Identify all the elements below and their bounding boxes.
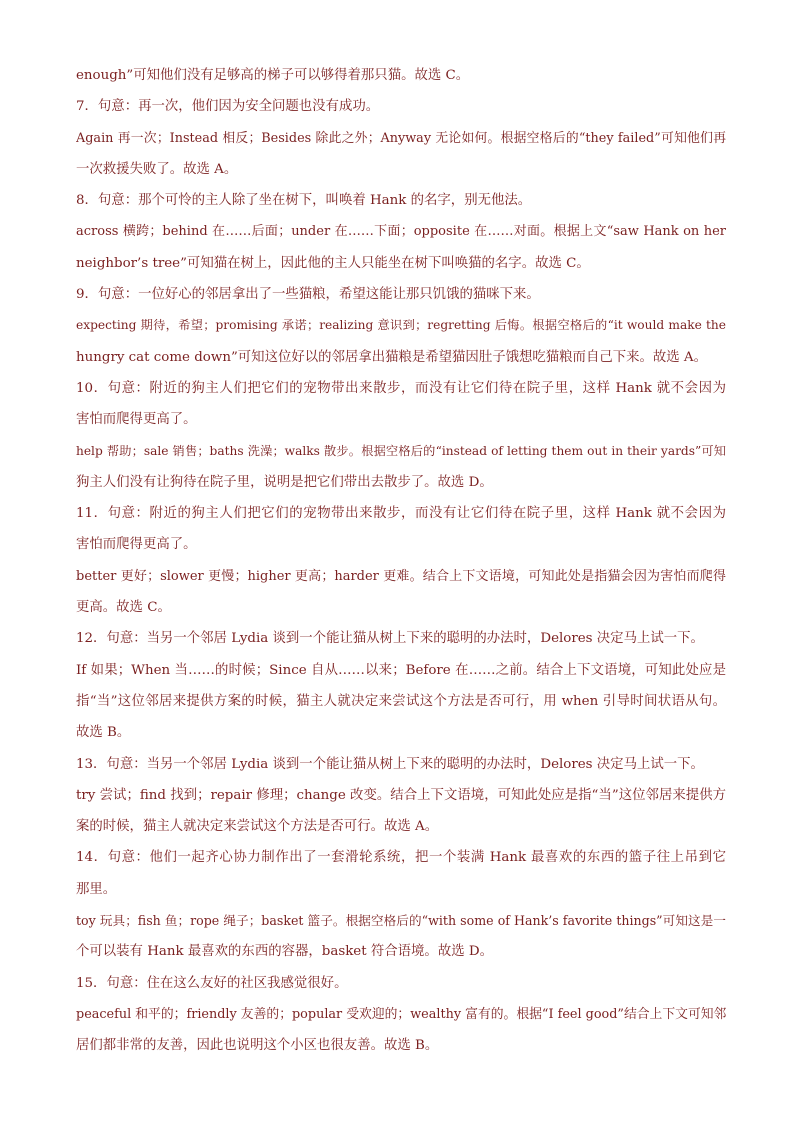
item-15	[76, 968, 726, 1062]
item-line: 更高。故选 C。	[76, 600, 171, 616]
item-line: try 尝试；find 找到；repair 修理；change 改变。结合上下文语境，可知此处应是指“当”这位邻居来提供方	[76, 787, 726, 803]
item-title: 14．句意：他们一起齐心协力制作出了一套滑轮系统，把一个装满 Hank 最喜欢的东西的篮子往上吊到它	[76, 850, 726, 866]
item-title-cont: 害怕而爬得更高了。	[76, 537, 197, 553]
item-line: hungry cat come down”可知这位好以的邻居拿出猫粮是希望猫因肚子饿想吃猫粮而自己下来。故选 A。	[76, 349, 707, 365]
item-line: 指“当”这位邻居来提供方案的时候，猫主人就决定来尝试这个方法是否可行，用 when 引导时间状语从句。	[76, 693, 726, 709]
item-12	[76, 623, 726, 748]
item-line: 一次救援失败了。故选 A。	[76, 161, 238, 177]
item-line: peaceful 和平的；friendly 友善的；popular 受欢迎的；wealthy 富有的。根据“I feel good”结合上下文可知邻	[76, 1006, 726, 1022]
item-10	[76, 373, 726, 498]
item-title-cont: 那里。	[76, 881, 117, 897]
item-title: 7．句意：再一次，他们因为安全问题也没有成功。	[76, 99, 380, 115]
intro-line: enough”可知他们没有足够高的梯子可以够得着那只猫。故选 C。	[76, 68, 470, 83]
item-line: across 横跨；behind 在……后面；under 在……下面；opposite 在……对面。根据上文“saw Hank on her	[76, 224, 726, 240]
item-13	[76, 749, 726, 843]
item-title: 11．句意：附近的狗主人们把它们的宠物带出来散步，而没有让它们待在院子里，这样 Hank 就不会因为	[76, 506, 726, 522]
item-11	[76, 498, 726, 623]
item-title: 8．句意：那个可怜的主人除了坐在树下，叫唤着 Hank 的名字，别无他法。	[76, 193, 532, 209]
item-line: 故选 B。	[76, 725, 131, 741]
item-title: 13．句意：当另一个邻居 Lydia 谈到一个能让猫从树上下来的聪明的办法时，Delores 决定马上试一下。	[76, 756, 704, 772]
item-title: 15．句意：住在这么友好的社区我感觉很好。	[76, 975, 348, 991]
item-line: If 如果；When 当……的时候；Since 自从……以来；Before 在……之前。结合上下文语境，可知此处应是	[76, 662, 726, 678]
item-8	[76, 185, 726, 279]
item-title: 10．句意：附近的狗主人们把它们的宠物带出来散步，而没有让它们待在院子里，这样 Hank 就不会因为	[76, 380, 726, 396]
item-line: expecting 期待，希望；promising 承诺；realizing 意识到；regretting 后悔。根据空格后的“it would make the	[76, 318, 726, 333]
item-line: better 更好；slower 更慢；higher 更高；harder 更难。结合上下文语境，可知此处是指猫会因为害怕而爬得	[76, 568, 726, 584]
item-line: 狗主人们没有让狗待在院子里，说明是把它们带出去散步了。故选 D。	[76, 474, 493, 490]
item-title: 12．句意：当另一个邻居 Lydia 谈到一个能让猫从树上下来的聪明的办法时，Delores 决定马上试一下。	[76, 631, 704, 647]
item-line: 居们都非常的友善，因此也说明这个小区也很友善。故选 B。	[76, 1038, 439, 1054]
item-9	[76, 279, 726, 373]
answer-explanations	[76, 60, 726, 1062]
item-line: help 帮助；sale 销售；baths 洗澡；walks 散步。根据空格后的“instead of letting them out in their yards”可知	[76, 443, 726, 458]
item-title: 9．句意：一位好心的邻居拿出了一些猫粮，希望这能让那只饥饿的猫咪下来。	[76, 287, 540, 303]
item-line: neighbor’s tree”可知猫在树上，因此他的主人只能坐在树下叫唤猫的名字。故选 C。	[76, 255, 590, 271]
item-7	[76, 91, 726, 185]
item-line: 案的时候，猫主人就决定来尝试这个方法是否可行。故选 A。	[76, 819, 439, 835]
item-title-cont: 害怕而爬得更高了。	[76, 412, 197, 428]
item-line: toy 玩具；fish 鱼；rope 绳子；basket 篮子。根据空格后的“with some of Hank’s favorite things”可知这是一	[76, 913, 726, 929]
item-line: Again 再一次；Instead 相反；Besides 除此之外；Anyway 无论如何。根据空格后的“they failed”可知他们再	[76, 130, 726, 146]
item-line: 个可以装有 Hank 最喜欢的东西的容器，basket 符合语境。故选 D。	[76, 944, 493, 960]
item-14	[76, 842, 726, 967]
